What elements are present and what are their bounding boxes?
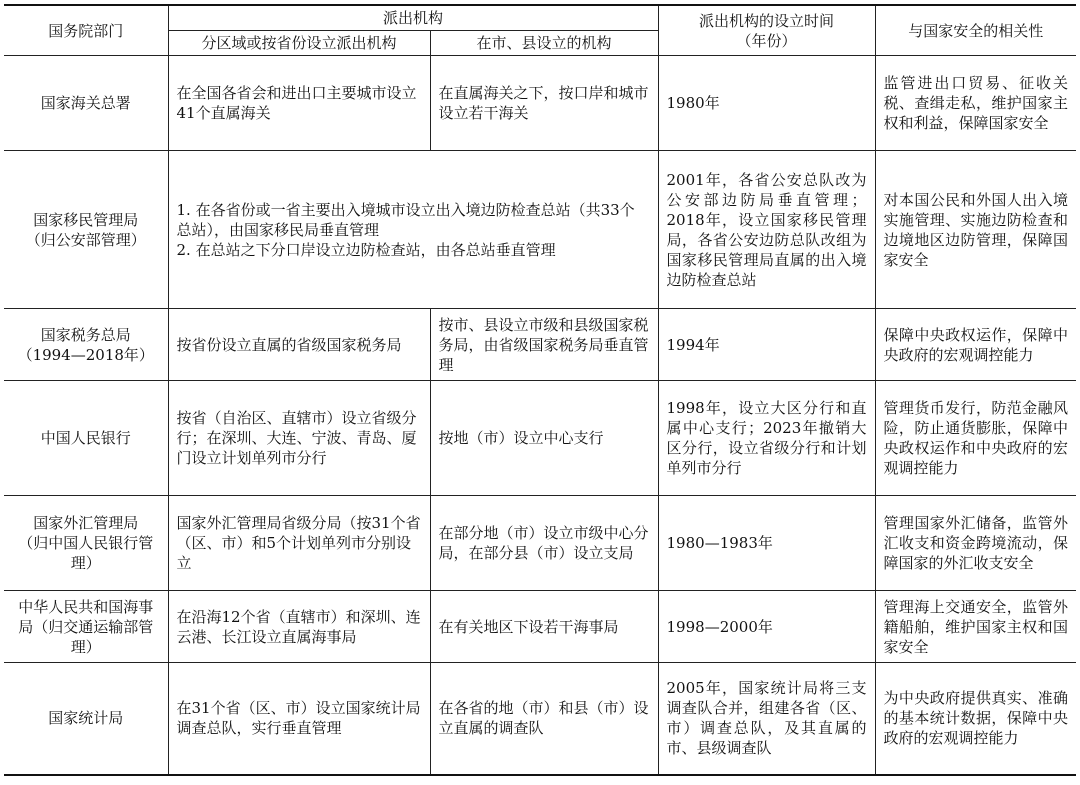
row-regional: 在全国各省会和进出口主要城市设立41个直属海关 <box>168 56 430 151</box>
row-relevance: 监管进出口贸易、征收关税、查缉走私，维护国家主权和利益，保障国家安全 <box>875 56 1076 151</box>
row-department: 中国人民银行 <box>4 381 168 496</box>
table-row <box>4 309 1076 381</box>
header-department: 国务院部门 <box>4 5 168 56</box>
row-time: 1998年，设立大区分行和直属中心支行；2023年撤销大区分行，设立省级分行和计划单列市分行 <box>658 381 875 496</box>
agencies-table <box>4 4 1076 776</box>
row-time: 1980—1983年 <box>658 496 875 591</box>
row-relevance: 管理国家外汇储备，监管外汇收支和资金跨境流动，保障国家的外汇收支安全 <box>875 496 1076 591</box>
header-sub-city: 在市、县设立的机构 <box>430 31 658 56</box>
row-relevance: 管理海上交通安全，监管外籍船舶，维护国家主权和国家安全 <box>875 591 1076 663</box>
table-row <box>4 56 1076 151</box>
table-row <box>4 663 1076 775</box>
row-regional: 在31个省（区、市）设立国家统计局调查总队，实行垂直管理 <box>168 663 430 775</box>
header-sub-regional: 分区域或按省份设立派出机构 <box>168 31 430 56</box>
row-city: 按市、县设立市级和县级国家税务局，由省级国家税务局垂直管理 <box>430 309 658 381</box>
row-department: 国家税务总局 （1994—2018年） <box>4 309 168 381</box>
row-regional: 在沿海12个省（直辖市）和深圳、连云港、长江设立直属海事局 <box>168 591 430 663</box>
header-agencies: 派出机构 <box>168 5 658 31</box>
row-time: 2001年，各省公安总队改为公安部边防局垂直管理；2018年，设立国家移民管理局，各省公安边防总队改组为国家移民管理局直属的出入境边防检查总站 <box>658 151 875 309</box>
row-relevance: 为中央政府提供真实、准确的基本统计数据，保障中央政府的宏观调控能力 <box>875 663 1076 775</box>
row-time: 1998—2000年 <box>658 591 875 663</box>
table-row <box>4 151 1076 309</box>
header-row-1 <box>4 5 1076 31</box>
row-city: 按地（市）设立中心支行 <box>430 381 658 496</box>
header-relevance: 与国家安全的相关性 <box>875 5 1076 56</box>
table-row <box>4 591 1076 663</box>
row-relevance: 管理货币发行，防范金融风险，防止通货膨胀，保障中央政权运作和中央政府的宏观调控能力 <box>875 381 1076 496</box>
table-row <box>4 496 1076 591</box>
row-city: 在各省的地（市）和县（市）设立直属的调查队 <box>430 663 658 775</box>
row-department: 中华人民共和国海事局（归交通运输部管理） <box>4 591 168 663</box>
row-relevance: 保障中央政权运作，保障中央政府的宏观调控能力 <box>875 309 1076 381</box>
row-merged-agencies: 1. 在各省份或一省主要出入境城市设立出入境边防检查总站（共33个总站），由国家移民局垂直管理 2. 在总站之下分口岸设立边防检查站，由各总站垂直管理 <box>168 151 658 309</box>
row-relevance: 对本国公民和外国人出入境实施管理、实施边防检查和边境地区边防管理，保障国家安全 <box>875 151 1076 309</box>
row-city: 在部分地（市）设立市级中心分局，在部分县（市）设立支局 <box>430 496 658 591</box>
row-department: 国家统计局 <box>4 663 168 775</box>
row-time: 1994年 <box>658 309 875 381</box>
header-time: 派出机构的设立时间 （年份） <box>658 5 875 56</box>
row-regional: 国家外汇管理局省级分局（按31个省（区、市）和5个计划单列市分别设立 <box>168 496 430 591</box>
row-regional: 按省（自治区、直辖市）设立省级分行；在深圳、大连、宁波、青岛、厦门设立计划单列市分行 <box>168 381 430 496</box>
row-regional: 按省份设立直属的省级国家税务局 <box>168 309 430 381</box>
row-department: 国家移民管理局 （归公安部管理） <box>4 151 168 309</box>
table-row <box>4 381 1076 496</box>
row-city: 在有关地区下设若干海事局 <box>430 591 658 663</box>
row-time: 1980年 <box>658 56 875 151</box>
row-time: 2005年，国家统计局将三支调查队合并，组建各省（区、市）调查总队，及其直属的市、县级调查队 <box>658 663 875 775</box>
row-city: 在直属海关之下，按口岸和城市设立若干海关 <box>430 56 658 151</box>
row-department: 国家外汇管理局 （归中国人民银行管理） <box>4 496 168 591</box>
row-department: 国家海关总署 <box>4 56 168 151</box>
